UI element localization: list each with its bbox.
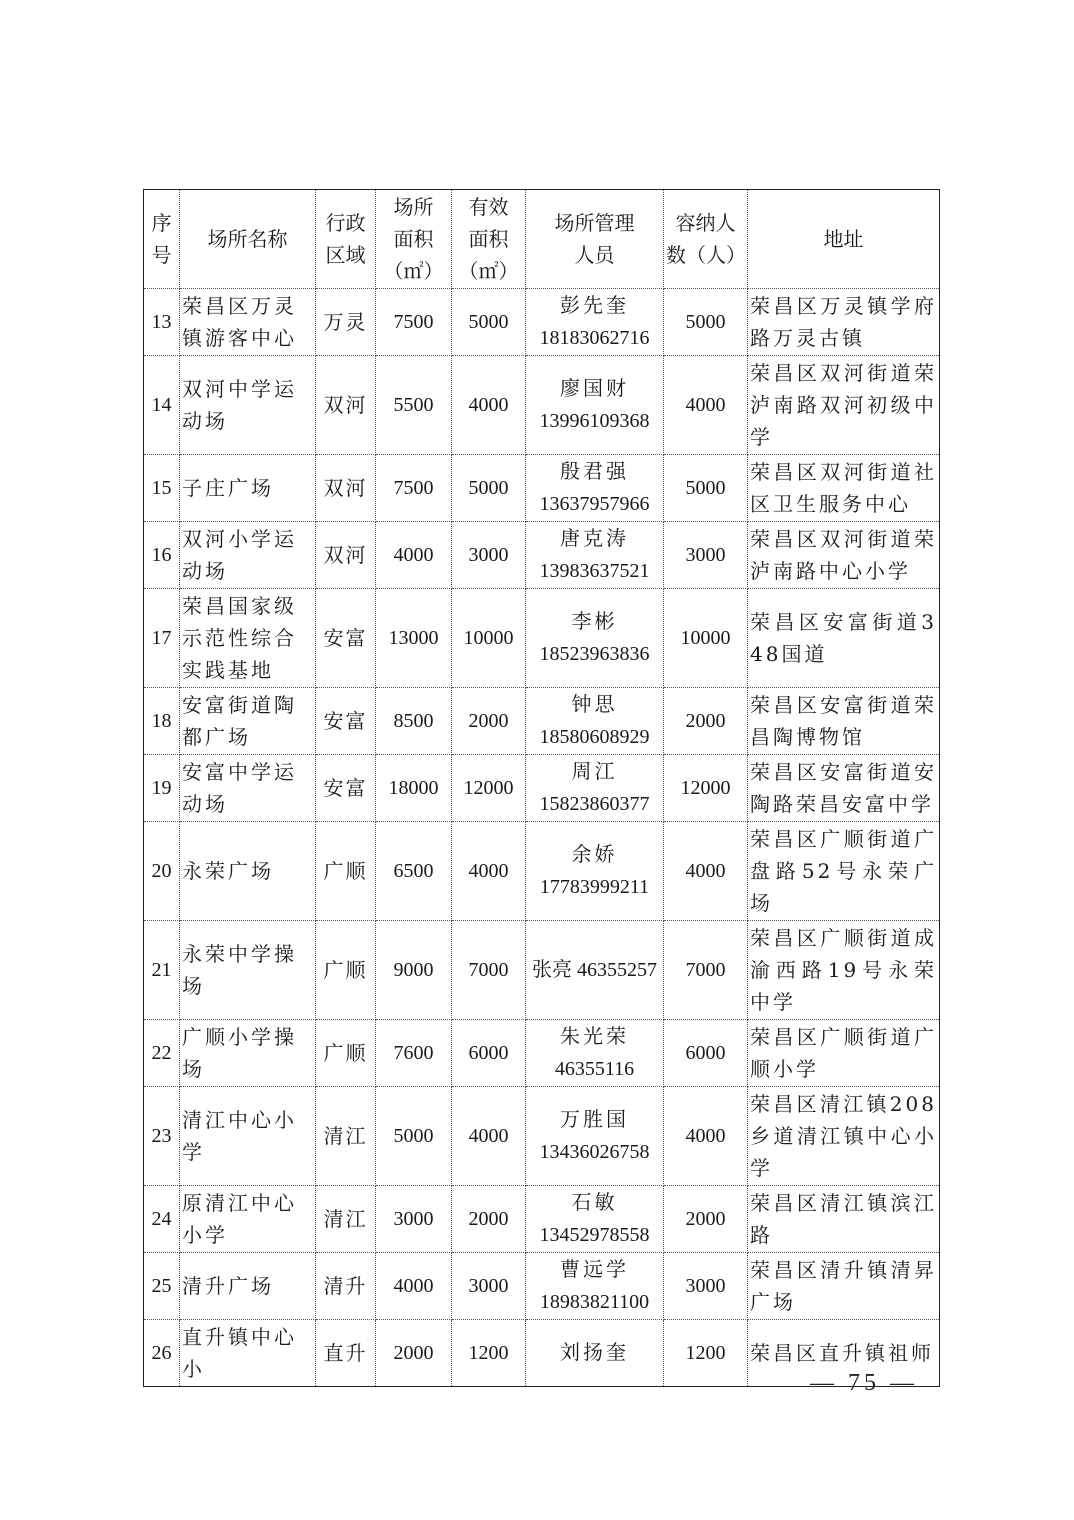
row-venue-name: 安富中学运动场 [180, 755, 316, 822]
row-region: 广顺 [316, 921, 376, 1020]
manager-phone: 46355116 [554, 1058, 635, 1080]
manager-phone: 18580608929 [539, 726, 650, 748]
table-row [144, 289, 940, 356]
manager-name: 钟思 [571, 694, 618, 716]
header-line: 场所名称 [207, 227, 288, 251]
row-capacity: 3000 [664, 1253, 748, 1320]
row-area: 5500 [376, 356, 452, 455]
row-effective-area: 2000 [452, 688, 526, 755]
row-venue-name: 清江中心小学 [180, 1087, 316, 1186]
header-line: 有效 [468, 195, 509, 219]
manager-name: 张亮 46355257 [532, 959, 657, 981]
header-line: 场所 [393, 195, 434, 219]
manager-name: 李彬 [571, 611, 618, 633]
header-line: 数（人） [666, 243, 746, 267]
table-body [144, 289, 940, 1387]
row-manager [526, 1020, 664, 1087]
manager-name: 余娇 [571, 844, 618, 866]
row-effective-area: 5000 [452, 455, 526, 522]
row-effective-area: 2000 [452, 1186, 526, 1253]
table-row [144, 1253, 940, 1320]
row-capacity: 7000 [664, 921, 748, 1020]
row-venue-name: 双河中学运动场 [180, 356, 316, 455]
row-seq: 13 [144, 289, 180, 356]
row-region: 清江 [316, 1186, 376, 1253]
row-area: 9000 [376, 921, 452, 1020]
row-effective-area: 6000 [452, 1020, 526, 1087]
row-venue-name: 荣昌国家级示范性综合实践基地 [180, 589, 316, 688]
row-capacity: 1200 [664, 1320, 748, 1387]
table-row [144, 1087, 940, 1186]
row-seq: 18 [144, 688, 180, 755]
row-area: 2000 [376, 1320, 452, 1387]
row-capacity: 6000 [664, 1020, 748, 1087]
manager-name: 彭先奎 [560, 295, 629, 317]
row-capacity: 5000 [664, 289, 748, 356]
row-seq: 19 [144, 755, 180, 822]
manager-phone: 18183062716 [539, 327, 650, 349]
row-effective-area: 3000 [452, 522, 526, 589]
row-region: 安富 [316, 755, 376, 822]
header-line: 地址 [823, 227, 864, 251]
row-capacity: 2000 [664, 688, 748, 755]
table-row [144, 822, 940, 921]
row-venue-name: 安富街道陶都广场 [180, 688, 316, 755]
manager-name: 廖国财 [560, 378, 629, 400]
venue-table [143, 189, 940, 1387]
header-line: 场所管理 [554, 211, 635, 235]
header-line: （㎡） [458, 259, 519, 283]
header-line: 区域 [325, 243, 366, 267]
manager-name: 石敏 [571, 1192, 618, 1214]
row-area: 7600 [376, 1020, 452, 1087]
row-effective-area: 12000 [452, 755, 526, 822]
manager-name: 刘扬奎 [560, 1342, 629, 1364]
manager-name: 万胜国 [560, 1109, 629, 1131]
row-region: 清升 [316, 1253, 376, 1320]
header-capacity [664, 190, 748, 289]
row-seq: 22 [144, 1020, 180, 1087]
row-capacity: 12000 [664, 755, 748, 822]
row-address: 荣昌区广顺街道成渝西路19号永荣中学 [748, 921, 940, 1020]
row-region: 万灵 [316, 289, 376, 356]
row-area: 4000 [376, 1253, 452, 1320]
header-manager [526, 190, 664, 289]
row-manager [526, 921, 664, 1020]
row-address: 荣昌区安富街道荣昌陶博物馆 [748, 688, 940, 755]
row-seq: 21 [144, 921, 180, 1020]
row-capacity: 4000 [664, 822, 748, 921]
row-venue-name: 永荣广场 [180, 822, 316, 921]
table-row [144, 688, 940, 755]
header-effective-area [452, 190, 526, 289]
row-area: 5000 [376, 1087, 452, 1186]
row-manager [526, 688, 664, 755]
row-venue-name: 双河小学运动场 [180, 522, 316, 589]
row-address: 荣昌区清升镇清昇广场 [748, 1253, 940, 1320]
manager-phone: 17783999211 [539, 876, 650, 898]
row-manager [526, 1087, 664, 1186]
row-address: 荣昌区双河街道社区卫生服务中心 [748, 455, 940, 522]
row-region: 双河 [316, 522, 376, 589]
header-seq [144, 190, 180, 289]
row-seq: 26 [144, 1320, 180, 1387]
row-capacity: 4000 [664, 356, 748, 455]
row-area: 4000 [376, 522, 452, 589]
table-row [144, 589, 940, 688]
row-address: 荣昌区广顺街道广盘路52号永荣广场 [748, 822, 940, 921]
manager-phone: 13637957966 [539, 493, 650, 515]
table-row [144, 356, 940, 455]
row-region: 清江 [316, 1087, 376, 1186]
row-venue-name: 子庄广场 [180, 455, 316, 522]
row-effective-area: 3000 [452, 1253, 526, 1320]
row-capacity: 2000 [664, 1186, 748, 1253]
row-seq: 15 [144, 455, 180, 522]
row-effective-area: 10000 [452, 589, 526, 688]
row-area: 6500 [376, 822, 452, 921]
header-line: 行政 [325, 211, 366, 235]
row-address: 荣昌区双河街道荣泸南路双河初级中学 [748, 356, 940, 455]
row-manager [526, 589, 664, 688]
row-address: 荣昌区清江镇滨江路 [748, 1186, 940, 1253]
row-region: 双河 [316, 356, 376, 455]
table-row [144, 755, 940, 822]
row-manager [526, 356, 664, 455]
row-address: 荣昌区直升镇祖师 [748, 1320, 940, 1387]
row-capacity: 5000 [664, 455, 748, 522]
row-effective-area: 4000 [452, 822, 526, 921]
manager-name: 周江 [571, 761, 618, 783]
manager-phone: 13996109368 [539, 410, 650, 432]
row-capacity: 3000 [664, 522, 748, 589]
row-area: 13000 [376, 589, 452, 688]
header-line: 容纳人 [675, 211, 736, 235]
row-manager [526, 822, 664, 921]
header-line: 人员 [574, 243, 615, 267]
row-seq: 14 [144, 356, 180, 455]
table-header-row [144, 190, 940, 289]
header-line: 面积 [393, 227, 434, 251]
row-effective-area: 5000 [452, 289, 526, 356]
row-seq: 23 [144, 1087, 180, 1186]
row-capacity: 4000 [664, 1087, 748, 1186]
row-area: 8500 [376, 688, 452, 755]
row-address: 荣昌区安富街道348国道 [748, 589, 940, 688]
row-manager [526, 289, 664, 356]
row-manager [526, 755, 664, 822]
manager-phone: 13983637521 [539, 560, 650, 582]
row-effective-area: 4000 [452, 356, 526, 455]
manager-name: 朱光荣 [560, 1026, 629, 1048]
manager-phone: 18523963836 [539, 643, 650, 665]
header-line: 序 [151, 211, 172, 235]
manager-phone: 18983821100 [539, 1291, 650, 1313]
row-address: 荣昌区安富街道安陶路荣昌安富中学 [748, 755, 940, 822]
row-manager [526, 1186, 664, 1253]
row-region: 广顺 [316, 1020, 376, 1087]
row-capacity: 10000 [664, 589, 748, 688]
table-row [144, 522, 940, 589]
row-seq: 20 [144, 822, 180, 921]
row-venue-name: 原清江中心小学 [180, 1186, 316, 1253]
row-region: 安富 [316, 589, 376, 688]
table-row [144, 455, 940, 522]
row-effective-area: 7000 [452, 921, 526, 1020]
manager-phone: 15823860377 [539, 793, 650, 815]
row-area: 7500 [376, 289, 452, 356]
header-region [316, 190, 376, 289]
row-area: 3000 [376, 1186, 452, 1253]
header-area [376, 190, 452, 289]
header-line: 号 [151, 243, 172, 267]
header-line: 面积 [468, 227, 509, 251]
header-address [748, 190, 940, 289]
row-seq: 17 [144, 589, 180, 688]
row-region: 双河 [316, 455, 376, 522]
row-address: 荣昌区万灵镇学府路万灵古镇 [748, 289, 940, 356]
table-row [144, 1020, 940, 1087]
row-seq: 25 [144, 1253, 180, 1320]
row-venue-name: 永荣中学操场 [180, 921, 316, 1020]
manager-phone: 13436026758 [539, 1141, 650, 1163]
manager-name: 殷君强 [560, 461, 629, 483]
row-seq: 16 [144, 522, 180, 589]
row-address: 荣昌区双河街道荣泸南路中心小学 [748, 522, 940, 589]
row-area: 7500 [376, 455, 452, 522]
manager-name: 唐克涛 [560, 528, 629, 550]
row-region: 安富 [316, 688, 376, 755]
row-region: 广顺 [316, 822, 376, 921]
row-manager [526, 522, 664, 589]
row-venue-name: 清升广场 [180, 1253, 316, 1320]
row-seq: 24 [144, 1186, 180, 1253]
row-manager [526, 455, 664, 522]
row-effective-area: 1200 [452, 1320, 526, 1387]
row-address: 荣昌区广顺街道广顺小学 [748, 1020, 940, 1087]
row-venue-name: 直升镇中心小 [180, 1320, 316, 1387]
header-venue-name [180, 190, 316, 289]
row-address: 荣昌区清江镇208乡道清江镇中心小学 [748, 1087, 940, 1186]
row-area: 18000 [376, 755, 452, 822]
manager-phone: 13452978558 [539, 1224, 650, 1246]
page-number: — 75 — [810, 1370, 918, 1396]
row-effective-area: 4000 [452, 1087, 526, 1186]
row-region: 直升 [316, 1320, 376, 1387]
header-line: （㎡） [383, 259, 444, 283]
table-row [144, 1186, 940, 1253]
table-row [144, 921, 940, 1020]
manager-name: 曹远学 [560, 1259, 629, 1281]
row-venue-name: 荣昌区万灵镇游客中心 [180, 289, 316, 356]
row-venue-name: 广顺小学操场 [180, 1020, 316, 1087]
row-manager [526, 1253, 664, 1320]
row-manager [526, 1320, 664, 1387]
